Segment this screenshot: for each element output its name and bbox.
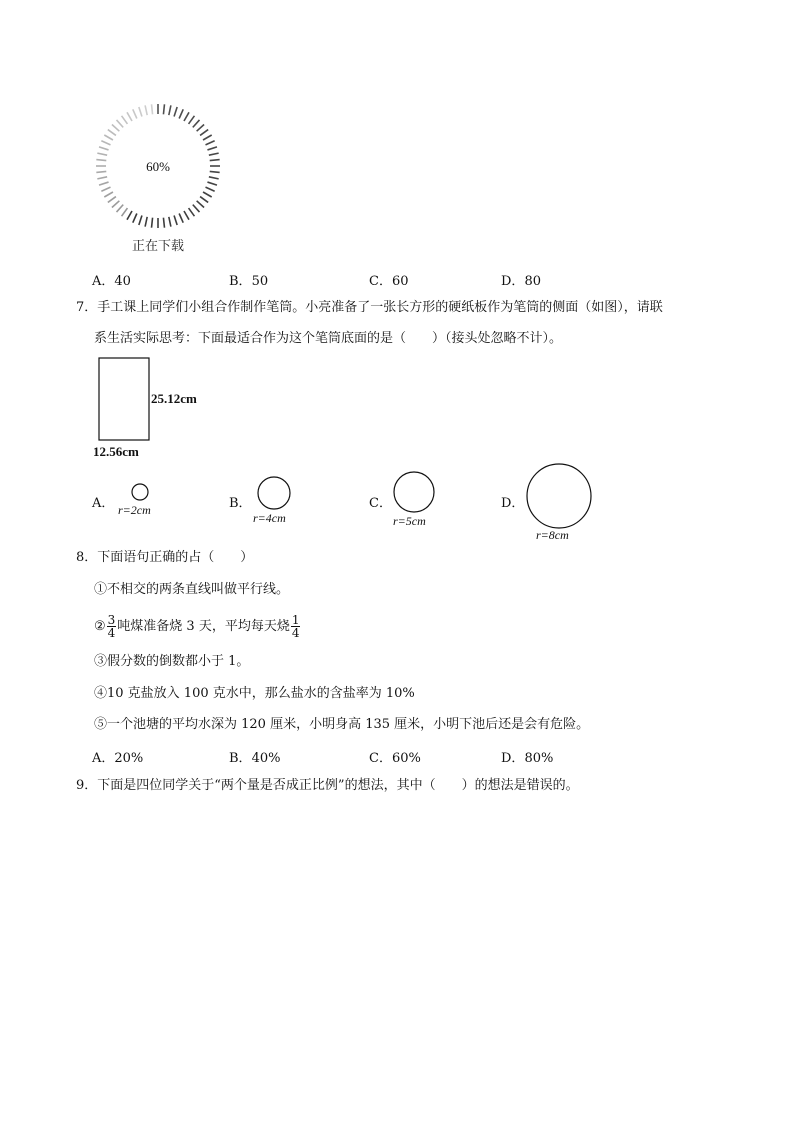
q8-option-d[interactable]: D．80% <box>501 751 554 766</box>
progress-tick <box>127 112 132 121</box>
circle-r4-label: r=4cm <box>253 511 286 525</box>
q7-option-c[interactable]: C． <box>369 496 392 511</box>
progress-tick <box>133 109 137 118</box>
progress-tick <box>139 107 142 117</box>
progress-tick <box>127 211 132 220</box>
progress-tick <box>117 205 124 212</box>
cardboard-rectangle <box>99 358 149 440</box>
progress-tick <box>174 107 177 117</box>
q8-statement-2: ② $\frac{3}{4}$ 吨煤准备烧 3 天，平均每天烧 $\frac{1}{4}$ <box>94 613 300 640</box>
q9-stem: 9．下面是四位同学关于“两个量是否成正比例”的想法，其中（ ）的想法是错误的。 <box>76 778 579 793</box>
circle-r2-label: r=2cm <box>118 503 151 517</box>
progress-tick <box>97 177 107 179</box>
circle-r8 <box>524 458 596 544</box>
progress-tick <box>189 116 195 124</box>
progress-tick <box>179 109 183 118</box>
progress-tick <box>96 171 106 172</box>
progress-tick <box>197 125 204 132</box>
progress-tick <box>122 208 128 216</box>
download-progress-figure <box>88 98 228 258</box>
progress-tick <box>197 201 204 208</box>
progress-tick <box>97 153 107 155</box>
q6-option-b[interactable]: B．50 <box>229 274 269 289</box>
progress-tick <box>112 201 119 208</box>
progress-tick <box>117 120 124 127</box>
q7-option-a[interactable]: A． <box>92 496 115 511</box>
progress-tick <box>193 205 200 212</box>
progress-tick <box>133 214 137 223</box>
progress-tick <box>207 147 217 150</box>
progress-tick <box>179 214 183 223</box>
progress-tick <box>209 153 219 155</box>
fraction-three-quarters: $\frac{3}{4}$ <box>107 613 116 640</box>
progress-tick <box>206 187 215 191</box>
progress-tick <box>203 135 212 140</box>
progress-tick <box>169 217 171 227</box>
q7-option-b[interactable]: B． <box>229 496 252 511</box>
progress-tick <box>169 105 171 115</box>
q7-stem-line1: 7．手工课上同学们小组合作制作笔筒。小亮准备了一张长方形的硬纸板作为笔筒的侧面（如图），请联 <box>76 300 663 315</box>
q6-option-a[interactable]: A．40 <box>92 274 131 289</box>
progress-tick <box>104 192 113 197</box>
progress-tick <box>101 141 110 145</box>
q8-statement-5: ⑤一个池塘的平均水深为 120 厘米，小明身高 135 厘米，小明下池后还是会有危险。 <box>94 717 590 732</box>
progress-tick <box>96 160 106 161</box>
fraction-one-quarter: $\frac{1}{4}$ <box>291 613 300 640</box>
progress-tick <box>189 208 195 216</box>
q8-option-c[interactable]: C．60% <box>369 751 421 766</box>
progress-tick <box>200 197 208 203</box>
rect-height-label: 25.12cm <box>151 391 197 406</box>
progress-tick <box>99 182 109 185</box>
circle-r5-label: r=5cm <box>393 514 426 528</box>
progress-tick <box>203 192 212 197</box>
q6-option-d[interactable]: D．80 <box>501 274 541 289</box>
circle-r8-label: r=8cm <box>536 528 569 542</box>
circle-r2 <box>118 482 168 518</box>
progress-tick <box>184 112 189 121</box>
q8-stem: 8．下面语句正确的占（ ） <box>76 550 254 565</box>
circle-r4 <box>251 475 301 527</box>
progress-tick <box>163 218 164 228</box>
circle-r5 <box>390 470 444 530</box>
rect-width-label: 12.56cm <box>93 444 139 459</box>
progress-tick <box>145 105 147 115</box>
progress-tick <box>152 218 153 228</box>
q7-stem-line2: 系生活实际思考：下面最适合作为这个笔筒底面的是（ ）（接头处忽略不计）。 <box>94 331 563 346</box>
progress-tick <box>101 187 110 191</box>
progress-tick <box>108 197 116 203</box>
q7-option-d[interactable]: D． <box>501 496 525 511</box>
progress-tick <box>210 171 220 172</box>
progress-tick <box>122 116 128 124</box>
progress-tick <box>210 160 220 161</box>
progress-tick <box>200 130 208 136</box>
progress-tick <box>145 217 147 227</box>
progress-tick <box>209 177 219 179</box>
progress-percent-text: 60% <box>146 159 170 174</box>
q6-option-c[interactable]: C．60 <box>369 274 409 289</box>
progress-tick <box>206 141 215 145</box>
progress-tick <box>152 104 153 114</box>
progress-tick <box>207 182 217 185</box>
q8-statement-1: ①不相交的两条直线叫做平行线。 <box>94 582 290 597</box>
progress-tick <box>112 125 119 132</box>
progress-tick <box>99 147 109 150</box>
q8-option-a[interactable]: A．20% <box>92 751 144 766</box>
cardboard-rectangle-figure <box>90 356 210 460</box>
progress-tick <box>174 215 177 225</box>
q8-statement-3: ③假分数的倒数都小于 1。 <box>94 654 250 669</box>
progress-tick <box>193 120 200 127</box>
progress-tick <box>108 130 116 136</box>
q8-statement-4: ④10 克盐放入 100 克水中，那么盐水的含盐率为 10% <box>94 686 415 701</box>
q8-option-b[interactable]: B．40% <box>229 751 281 766</box>
progress-tick <box>139 215 142 225</box>
progress-tick <box>104 135 113 140</box>
progress-caption: 正在下载 <box>131 239 185 254</box>
progress-tick <box>184 211 189 220</box>
progress-tick <box>163 104 164 114</box>
